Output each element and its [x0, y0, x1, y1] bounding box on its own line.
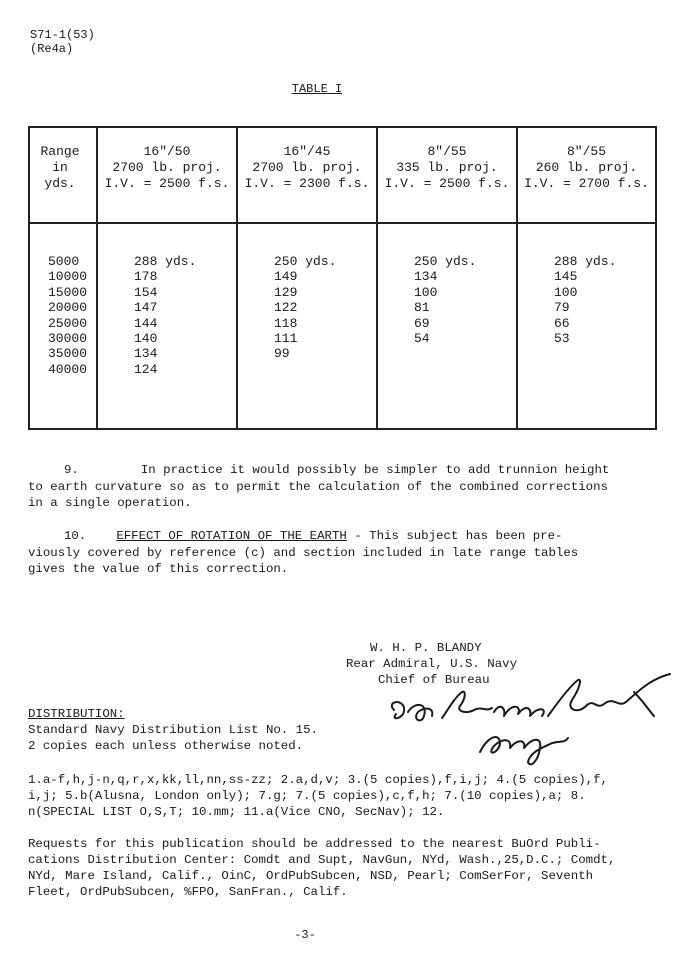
value-cell: 53	[554, 330, 570, 346]
value-cell: 122	[274, 300, 298, 316]
range-cell: 15000	[48, 284, 88, 300]
range-cell: 25000	[48, 315, 88, 331]
value-cell: 134	[414, 269, 438, 285]
values-column-8-55-335	[377, 223, 517, 429]
value-cell: 250 yds.	[414, 254, 477, 269]
signatory-rank: Rear Admiral, U.S. Navy	[346, 657, 518, 671]
value-cell: 144	[134, 315, 158, 331]
value-cell: 154	[134, 284, 158, 300]
value-cell: 134	[134, 346, 158, 362]
para9-line2: to earth curvature so as to permit the calculation of the combined corrections	[28, 479, 608, 494]
col3-caliber: 8"/55	[427, 144, 467, 159]
range-cell: 5000	[48, 254, 80, 269]
value-cell: 147	[134, 300, 158, 316]
signatory-title: Chief of Bureau	[378, 673, 490, 687]
para9-line3: in a single operation.	[28, 496, 192, 510]
value-cell: 66	[554, 315, 570, 331]
column-header-8-55-260	[517, 127, 656, 223]
requests-line3: NYd, Mare Island, Calif., OinC, OrdPubSubcen, NSD, Pearl; ComSerFor, Seventh	[28, 869, 594, 883]
values-column-8-55-260	[517, 223, 656, 429]
value-cell: 288 yds.	[134, 254, 197, 269]
range-cell: 20000	[48, 300, 88, 316]
column-header-16-50	[97, 127, 237, 223]
values-column-16-45	[237, 223, 377, 429]
column-header-16-45	[237, 127, 377, 223]
range-header-line2: in yds.	[44, 160, 76, 191]
para10-line3: gives the value of this correction.	[28, 562, 289, 576]
value-cell: 288 yds.	[554, 254, 617, 269]
value-cell: 111	[274, 330, 298, 346]
col1-caliber: 16"/50	[143, 144, 191, 159]
value-cell: 140	[134, 330, 158, 346]
col2-projectile: 2700 lb. proj.	[252, 160, 362, 175]
value-cell: 54	[414, 330, 430, 346]
col3-velocity: I.V. = 2500 f.s.	[384, 176, 510, 191]
value-cell: 149	[274, 269, 298, 285]
value-cell: 79	[554, 300, 570, 316]
paragraph-10	[28, 528, 648, 578]
requests-line1: Requests for this publication should be addressed to the nearest BuOrd Publi-	[28, 837, 601, 851]
value-cell: 100	[414, 284, 438, 300]
page-number: -3-	[294, 928, 316, 942]
distribution-list-line2: i,j; 5.b(Alusna, London only); 7.g; 7.(5 copies),c,f,h; 7.(10 copies),a; 8.	[28, 789, 586, 803]
handwritten-signature	[382, 672, 672, 772]
table-title: TABLE I	[291, 82, 343, 96]
range-header-line1: Range	[40, 144, 80, 159]
distribution-line2: 2 copies each unless otherwise noted.	[28, 739, 304, 753]
value-cell: 100	[554, 284, 578, 300]
value-cell: 124	[134, 361, 158, 377]
col3-projectile: 335 lb. proj.	[396, 160, 498, 175]
range-cell: 35000	[48, 346, 88, 362]
value-cell: 118	[274, 315, 298, 331]
col4-projectile: 260 lb. proj.	[535, 160, 638, 175]
signatory-name: W. H. P. BLANDY	[370, 641, 482, 655]
value-cell: 81	[414, 300, 430, 316]
document-id	[30, 28, 95, 56]
range-cell: 40000	[48, 361, 88, 377]
distribution-heading: DISTRIBUTION:	[28, 707, 125, 721]
doc-id-line2: (Re4a)	[30, 42, 74, 56]
range-header-cell	[29, 127, 97, 223]
range-cell: 10000	[48, 269, 88, 285]
para9-number: 9.	[64, 463, 79, 477]
requests-line2: cations Distribution Center: Comdt and Supt, NavGun, NYd, Wash.,25,D.C.; Comdt,	[28, 853, 616, 867]
value-cell: 250 yds.	[274, 254, 337, 269]
para10-heading: EFFECT OF ROTATION OF THE EARTH	[116, 529, 347, 543]
distribution-list-line1: 1.a-f,h,j-n,q,r,x,kk,ll,nn,ss-zz; 2.a,d,v; 3.(5 copies),f,i,j; 4.(5 copies),f,	[28, 773, 608, 787]
column-header-8-55-335	[377, 127, 517, 223]
col1-projectile: 2700 lb. proj.	[112, 160, 222, 175]
range-cell: 30000	[48, 330, 88, 346]
value-cell: 178	[134, 269, 158, 285]
para9-line1: In practice it would possibly be simpler to add trunnion height	[140, 463, 610, 477]
col2-velocity: I.V. = 2300 f.s.	[244, 176, 370, 191]
requests-paragraph	[28, 836, 654, 900]
distribution-section	[28, 706, 318, 754]
value-cell: 145	[554, 269, 578, 285]
col2-caliber: 16"/45	[283, 144, 331, 159]
para10-number: 10.	[64, 529, 87, 543]
para10-line1: - This subject has been pre-	[346, 529, 563, 543]
range-values-column	[29, 223, 97, 429]
value-cell: 129	[274, 284, 298, 300]
para10-line2: viously covered by reference (c) and section included in late range tables	[28, 545, 579, 560]
values-column-16-50	[97, 223, 237, 429]
distribution-line1: Standard Navy Distribution List No. 15.	[28, 723, 318, 737]
range-table	[28, 126, 657, 430]
col1-velocity: I.V. = 2500 f.s.	[104, 176, 230, 191]
distribution-list-line3: n(SPECIAL LIST O,S,T; 10.mm; 11.a(Vice CNO, SecNav); 12.	[28, 805, 445, 819]
col4-velocity: I.V. = 2700 f.s.	[524, 176, 649, 191]
requests-line4: Fleet, OrdPubSubcen, %FPO, SanFran., Calif.	[28, 885, 348, 899]
doc-id-line1: S71-1(53)	[30, 28, 95, 42]
distribution-list	[28, 772, 654, 820]
value-cell: 69	[414, 315, 430, 331]
col4-caliber: 8"/55	[566, 144, 606, 159]
value-cell: 99	[274, 346, 290, 362]
paragraph-9	[28, 462, 648, 512]
